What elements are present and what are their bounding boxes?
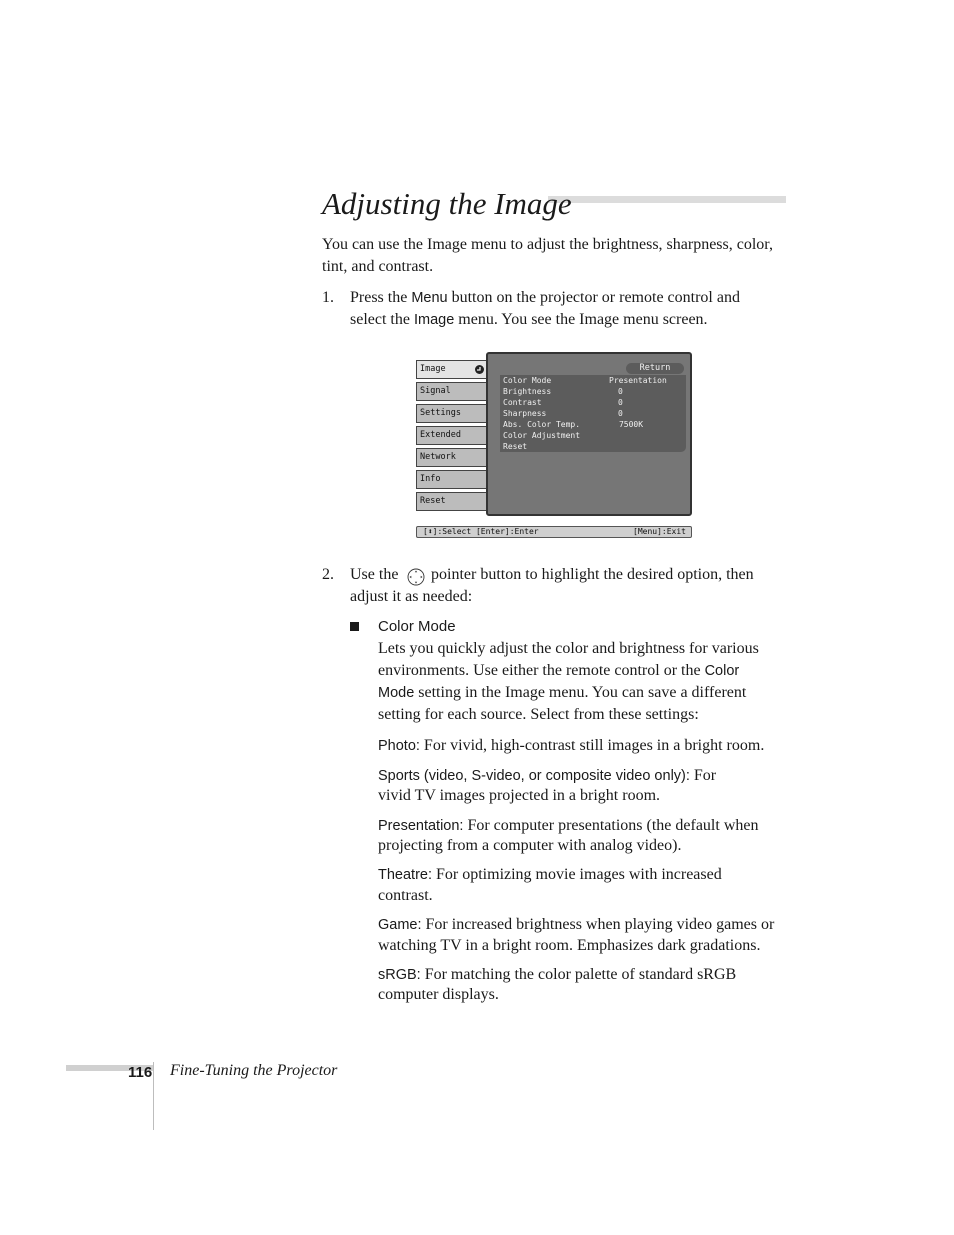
color-mode-desc-1: Lets you quickly adjust the color and brightness for various: [378, 640, 759, 657]
color-term: Color: [704, 663, 740, 679]
running-footer: Fine-Tuning the Projector: [170, 1062, 338, 1079]
menu-status-bar: [416, 526, 692, 538]
color-mode-desc-3: [378, 682, 746, 704]
page-title: Adjusting the Image: [322, 186, 572, 221]
option-label: Color Adjustment: [503, 431, 581, 440]
menu-item-label: Image: [420, 364, 446, 374]
setting-desc: For optimizing movie images with increased: [432, 866, 722, 883]
desc-text: environments. Use either the remote control or the: [378, 662, 705, 679]
option-reset[interactable]: [500, 441, 686, 452]
option-brightness[interactable]: [500, 386, 686, 397]
menu-button-term: Menu: [411, 290, 448, 306]
menu-item-label: Network: [420, 452, 456, 462]
sports-term: Sports (video, S-video, or composite video only):: [378, 768, 690, 784]
setting-sports: [378, 765, 716, 787]
footer-divider: [153, 1062, 154, 1130]
bullet-square: [350, 622, 359, 631]
setting-desc: For vivid, high-contrast still images in a bright room.: [419, 737, 765, 754]
menu-item-label: Extended: [420, 430, 461, 440]
option-value: 7500K: [618, 420, 644, 429]
image-menu-term: Image: [413, 312, 455, 328]
color-mode-desc-2: [378, 660, 739, 682]
page-number: 116: [128, 1064, 153, 1081]
menu-item-network[interactable]: [416, 448, 488, 467]
option-label: Abs. Color Temp.: [503, 420, 581, 429]
step-1-text: select the: [350, 311, 414, 328]
option-value: 0: [618, 387, 623, 396]
step-1-text: menu. You see the Image menu screen.: [454, 311, 708, 328]
color-mode-desc-4: setting for each source. Select from these settings:: [378, 706, 699, 723]
status-exit: [Menu]:Exit: [633, 527, 686, 536]
menu-item-info[interactable]: [416, 470, 488, 489]
setting-desc: For matching the color palette of standard sRGB: [420, 966, 737, 983]
step-1-number: 1.: [322, 289, 334, 306]
step-2-number: 2.: [322, 566, 334, 583]
setting-theatre-line-2: contrast.: [378, 887, 433, 904]
menu-item-settings[interactable]: [416, 404, 488, 423]
setting-game-line-2: watching TV in a bright room. Emphasizes dark gradations.: [378, 937, 761, 954]
option-color-mode[interactable]: [500, 375, 686, 386]
option-value: 0: [618, 398, 623, 407]
desc-text: setting in the Image menu. You can save a different: [414, 684, 747, 701]
step-2-text-c: adjust it as needed:: [350, 588, 473, 605]
menu-item-reset[interactable]: [416, 492, 488, 511]
setting-desc: For increased brightness when playing video games or: [421, 916, 775, 933]
setting-theatre: [378, 864, 722, 886]
option-label: Color Mode: [503, 376, 552, 385]
color-mode-term: Color Mode: [378, 618, 456, 635]
option-color-adjustment[interactable]: [500, 430, 686, 441]
step-1-line-1: [350, 287, 740, 309]
game-term: Game:: [378, 917, 422, 933]
setting-presentation-line-2: projecting from a computer with analog video).: [378, 837, 682, 854]
presentation-term: Presentation:: [378, 818, 464, 834]
setting-srgb: [378, 964, 736, 986]
mode-term: Mode: [378, 685, 415, 701]
setting-sports-line-2: vivid TV images projected in a bright room.: [378, 787, 661, 804]
step-1-text: Press the: [350, 289, 412, 306]
menu-item-label: Reset: [420, 496, 446, 506]
setting-photo: [378, 735, 764, 757]
option-label: Contrast: [503, 398, 542, 407]
option-label: Brightness: [503, 387, 552, 396]
intro-paragraph: You can use the Image menu to adjust the brightness, sharpness, color, tint, and contrast.: [322, 236, 773, 275]
step-2-text-a: Use the: [350, 566, 399, 583]
heading-rule: [548, 196, 786, 203]
srgb-term: sRGB:: [378, 967, 421, 983]
menu-item-label: Settings: [420, 408, 461, 418]
step-1-line-2: [350, 309, 708, 331]
menu-item-image[interactable]: [416, 360, 488, 379]
photo-term: Photo:: [378, 738, 420, 754]
option-value: Presentation: [609, 376, 667, 385]
option-label: Sharpness: [503, 409, 547, 418]
return-arrow-icon: [474, 364, 485, 375]
option-sharpness[interactable]: [500, 408, 686, 419]
menu-item-label: Info: [420, 474, 441, 484]
setting-desc: For computer presentations (the default when: [463, 817, 759, 834]
setting-desc: For: [689, 767, 717, 784]
setting-srgb-line-2: computer displays.: [378, 986, 499, 1003]
option-label: Reset: [503, 442, 528, 451]
option-abs-color-temp[interactable]: [500, 419, 686, 430]
option-value: 0: [618, 409, 623, 418]
image-menu-screenshot: [414, 352, 693, 540]
setting-presentation: [378, 815, 758, 837]
theatre-term: Theatre:: [378, 867, 432, 883]
pointer-button-icon: [407, 568, 425, 586]
step-1-text: button on the projector or remote control and: [447, 289, 740, 306]
return-button[interactable]: Return: [626, 363, 684, 374]
status-select-enter: [⬍]:Select [Enter]:Enter: [423, 527, 539, 536]
menu-item-label: Signal: [420, 386, 451, 396]
option-contrast[interactable]: [500, 397, 686, 408]
step-2-text-b: pointer button to highlight the desired option, then: [431, 566, 754, 583]
image-submenu-panel: [486, 352, 692, 516]
menu-item-signal[interactable]: [416, 382, 488, 401]
menu-item-extended[interactable]: [416, 426, 488, 445]
setting-game: [378, 914, 774, 936]
